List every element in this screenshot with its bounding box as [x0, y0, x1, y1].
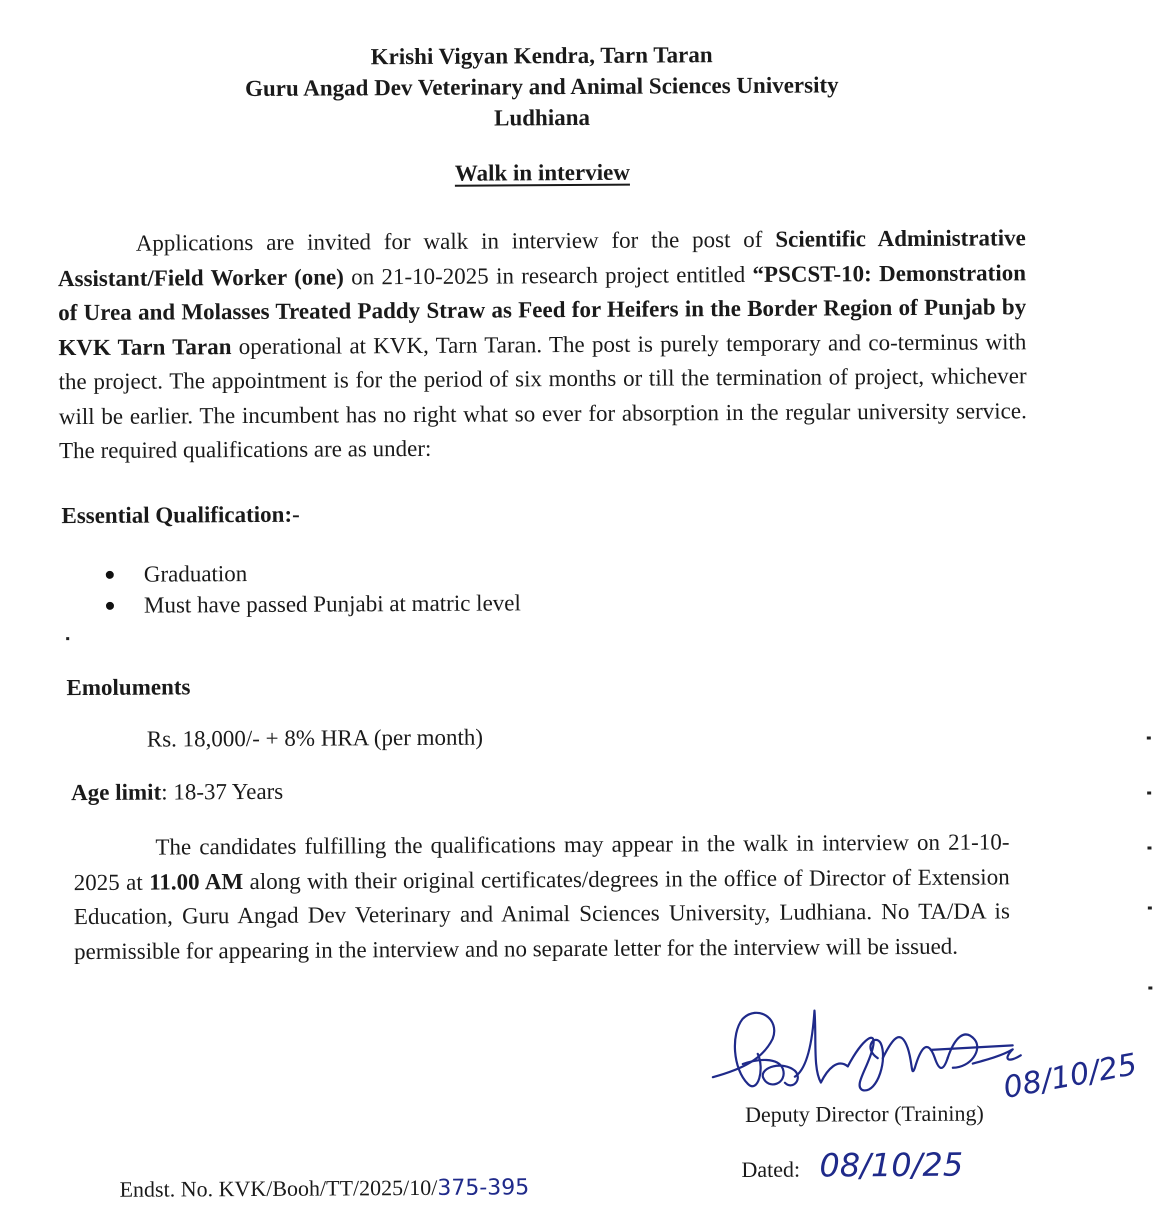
qualification-text: Graduation: [143, 561, 248, 587]
notice-title-text: Walk in interview: [454, 159, 630, 186]
interview-text-1: The candidates fulfilling the qualifications may appear in the walk in interview on 21-10-2025 at: [73, 829, 1010, 895]
bullet-icon: [106, 571, 114, 579]
endorsement-printed: Endst. No. KVK/Booh/TT/2025/10/: [119, 1174, 438, 1202]
age-limit: [71, 779, 283, 806]
qualification-text: Must have passed Punjabi at matric level: [143, 590, 521, 618]
age-limit-value: : 18-37 Years: [161, 778, 284, 805]
org-name: Krishi Vigyan Kendra, Tarn Taran: [370, 42, 713, 70]
qualification-list: [100, 556, 521, 621]
stray-mark: [66, 637, 69, 640]
interview-text-2: along with their original certificates/degrees in the office of Director of Extension Education, Guru Angad Dev Veterinary and Animal Sciences University, Ludhiana. No TA/DA is permissible for appearing in the interview and no separate letter for the interview will be issued.: [73, 863, 1010, 964]
qualification-item: [100, 556, 521, 590]
signature-date: 08/10/25: [1000, 1047, 1140, 1106]
essential-qualification-heading: Essential Qualification:-: [61, 501, 300, 529]
interview-paragraph: [73, 825, 1010, 969]
emoluments-value: Rs. 18,000/- + 8% HRA (per month): [146, 724, 484, 752]
post-name: Scientific Administrative Assistant/Field Worker (one): [57, 225, 1026, 291]
interview-time: 11.00 AM: [149, 868, 244, 895]
notice-title: [0, 157, 1087, 190]
project-title: “PSCST-10: Demonstration of Urea and Molasses Treated Paddy Straw as Feed for Heifers in the Border Region of Punjab by KVK Tarn Taran: [58, 259, 1027, 360]
dated-label: Dated:: [741, 1156, 801, 1183]
intro-paragraph: [58, 221, 1027, 468]
university-name: Guru Angad Dev Veterinary and Animal Sciences University: [244, 72, 839, 102]
endorsement-handwritten: 375-395: [437, 1175, 530, 1201]
endorsement-number: [119, 1174, 529, 1203]
city-name: Ludhiana: [493, 104, 591, 131]
scan-edge-marks: [1145, 736, 1153, 996]
intro-text-1: Applications are invited for walk in interview for the post of: [135, 226, 776, 256]
bullet-icon: [106, 602, 114, 610]
age-limit-label: Age limit: [71, 779, 162, 806]
signatory-designation: Deputy Director (Training): [745, 1100, 984, 1127]
emoluments-heading: Emoluments: [66, 674, 191, 701]
intro-text-2: on 21-10-2025 in research project entitled: [343, 261, 753, 289]
intro-text-3: operational at KVK, Tarn Taran. The post is purely temporary and co-terminus with the project. The appointment is for the period of six months or till the termination of project, whichever will be earlier. The incumbent has no right what so ever for absorption in the regular university service. The required qualifications are as under:: [58, 328, 1027, 464]
dated-value: 08/10/25: [819, 1145, 964, 1185]
qualification-item: [100, 587, 521, 621]
